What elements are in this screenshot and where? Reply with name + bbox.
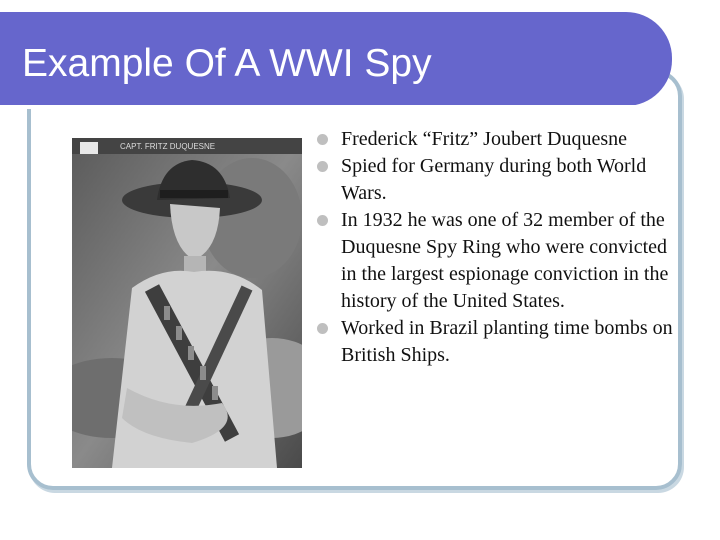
portrait-image [72, 138, 302, 468]
slide-title: Example Of A WWI Spy [22, 42, 432, 85]
bullet-marker-icon [317, 134, 328, 145]
bullet-item [317, 153, 677, 207]
photo-caption: CAPT. FRITZ DUQUESNE [120, 142, 216, 151]
bullet-text: Frederick “Fritz” Joubert Duquesne [341, 128, 628, 150]
bullet-marker-icon [317, 323, 328, 334]
portrait-photo [72, 138, 302, 468]
bullet-text: Worked in Brazil planting time bombs on British Ships. [341, 317, 673, 366]
title-bar [0, 12, 672, 106]
bullet-list [317, 126, 677, 369]
bullet-text: Spied for Germany during both World Wars. [341, 155, 647, 204]
title-underline [0, 105, 640, 109]
bullet-item [317, 315, 677, 369]
bullet-marker-icon [317, 215, 328, 226]
bullet-item [317, 207, 677, 315]
bullet-marker-icon [317, 161, 328, 172]
bullet-text: In 1932 he was one of 32 member of the Duquesne Spy Ring who were convicted in the largest espionage conviction in the history of the United States. [341, 209, 669, 312]
bullet-item [317, 126, 677, 153]
